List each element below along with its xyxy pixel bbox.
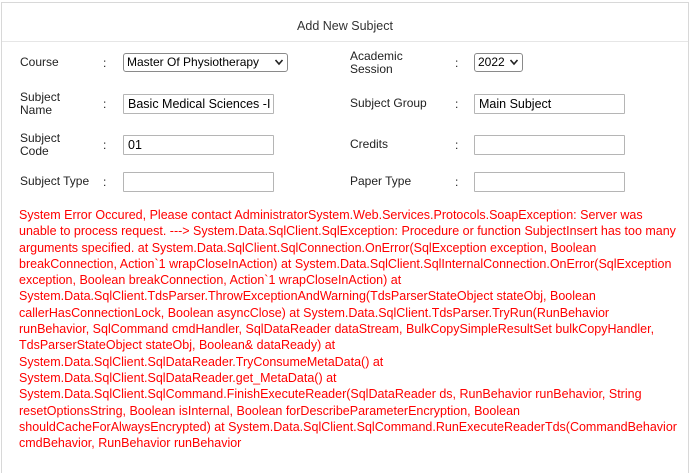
credits-colon: : — [455, 138, 459, 152]
subject-type-colon: : — [103, 175, 107, 189]
course-select-value: Master Of Physiotherapy — [127, 55, 260, 69]
credits-input[interactable] — [474, 135, 625, 155]
subject-name-label — [20, 91, 60, 117]
course-colon: : — [103, 56, 107, 70]
subject-code-input[interactable]: 01 — [123, 135, 274, 155]
subject-group-label: Subject Group — [350, 96, 427, 110]
course-select[interactable] — [123, 53, 288, 72]
subject-name-colon: : — [103, 97, 107, 111]
subject-name-label-line1: Subject — [20, 90, 61, 104]
subject-type-input[interactable] — [123, 172, 274, 192]
credits-label: Credits — [350, 137, 389, 151]
subject-type-label: Subject Type — [20, 174, 90, 188]
chevron-down-icon — [274, 56, 284, 68]
subject-code-label-line1: Subject — [20, 131, 61, 145]
academic-session-select[interactable] — [474, 53, 523, 72]
academic-session-label — [350, 50, 403, 76]
paper-type-colon: : — [455, 175, 459, 189]
subject-code-colon: : — [103, 138, 107, 152]
subject-code-label-line2: Code — [20, 144, 49, 158]
subject-name-label-line2: Name — [20, 103, 53, 117]
paper-type-label: Paper Type — [350, 174, 412, 188]
academic-session-label-line2: Session — [350, 62, 393, 76]
subject-group-input[interactable]: Main Subject — [474, 94, 625, 114]
paper-type-input[interactable] — [474, 172, 625, 192]
chevron-down-icon — [509, 56, 519, 68]
form-title: Add New Subject — [2, 19, 688, 42]
subject-group-colon: : — [455, 97, 459, 111]
error-message: System Error Occured, Please contact AdministratorSystem.Web.Services.Protocols.SoapException: Server was unable to process request. ---> System.Data.SqlClient.SqlException: Procedure or function SubjectInsert has too many arguments specified. at System.Data.SqlClient.SqlConnection.OnError(SqlException exception, Boolean breakConnection, Action`1 wrapCloseInAction) at System.Data.SqlClient.SqlInternalConnection.OnError(SqlException exception, Boolean breakConnection, Action`1 wrapCloseInAction) at System.Data.SqlClient.TdsParser.ThrowExceptionAndWarning(TdsParserStateObject stateObj, Boolean callerHasConnectionLock, Boolean asyncClose) at System.Data.SqlClient.TdsParser.TryRun(RunBehavior runBehavior, SqlCommand cmdHandler, SqlDataReader dataStream, BulkCopySimpleResultSet bulkCopyHandler, TdsParserStateObject stateObj, Boolean& dataReady) at System.Data.SqlClient.SqlDataReader.TryConsumeMetaData() at System.Data.SqlClient.SqlDataReader.get_MetaData() at System.Data.SqlClient.SqlCommand.FinishExecuteReader(SqlDataReader ds, RunBehavior runBehavior, String resetOptionsString, Boolean isInternal, Boolean forDescribeParameterEncryption, Boolean shouldCacheForAlwaysEncrypted) at System.Data.SqlClient.SqlCommand.RunExecuteReaderTds(CommandBehavior cmdBehavior, RunBehavior runBehavior — [19, 208, 677, 451]
academic-session-select-value: 2022 — [478, 55, 505, 69]
subject-code-label — [20, 132, 60, 158]
academic-session-colon: : — [455, 56, 459, 70]
academic-session-label-line1: Academic — [350, 49, 403, 63]
subject-name-input[interactable]: Basic Medical Sciences -I — [123, 94, 274, 114]
course-label: Course — [20, 55, 59, 69]
